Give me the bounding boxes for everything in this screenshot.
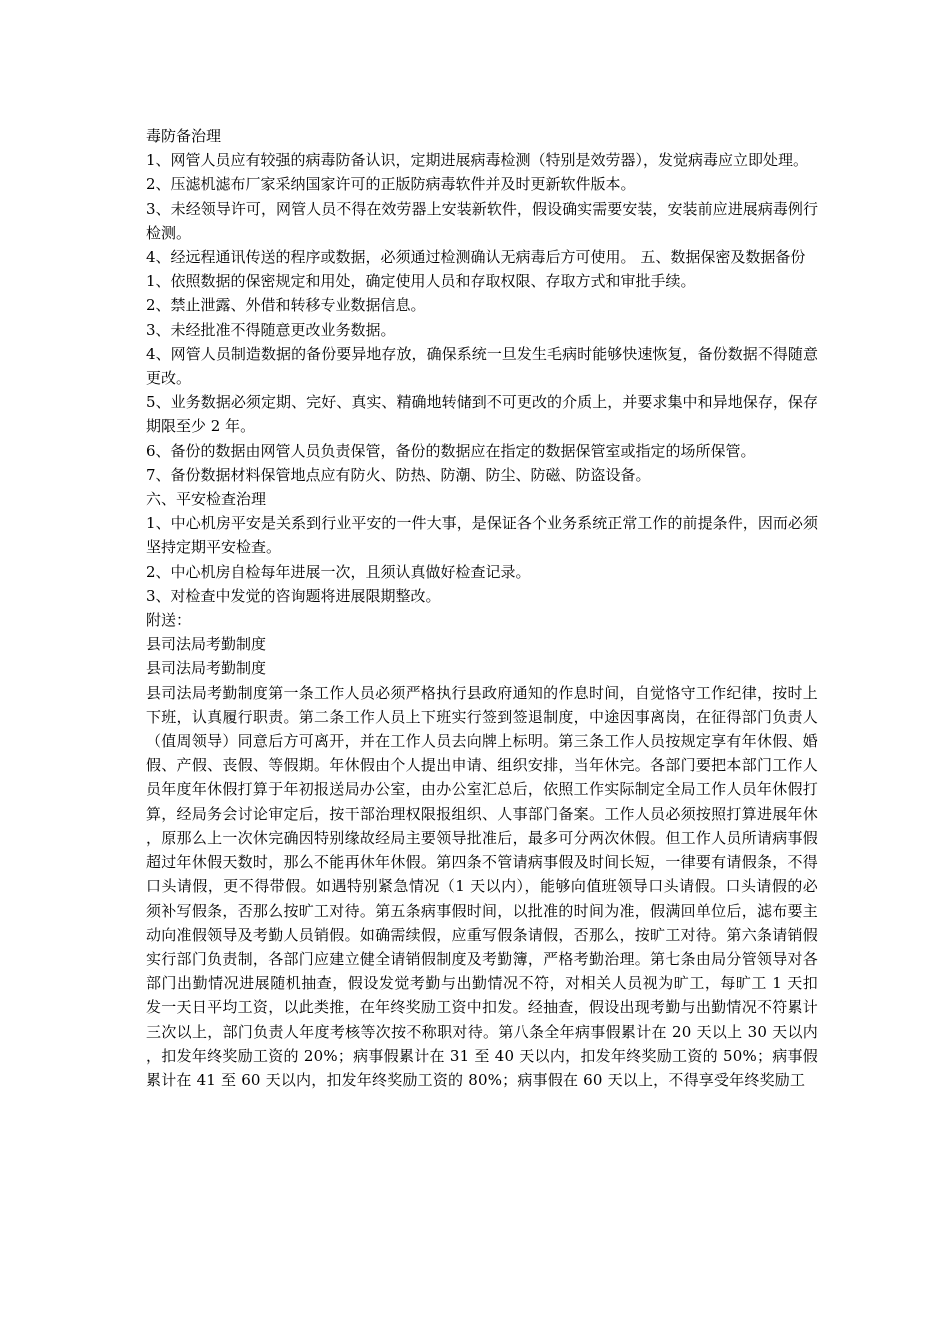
regulation-body: 县司法局考勤制度第一条工作人员必须严格执行县政府通知的作息时间，自觉恪守工作纪律，按时上下班，认真履行职责。第二条工作人员上下班实行签到签退制度，中途因事离岗，在征得部门负责人（值周领导）同意后方可离开，并在工作人员去向牌上标明。第三条工作人员按规定享有年休假、婚假、产假、丧假、等假期。年休假由个人提出申请、组织安排，当年休完。各部门要把本部门工作人员年度年休假打算于年初报送局办公室，由办公室汇总后，依照工作实际制定全局工作人员年休假打算，经局务会讨论审定后，按干部治理权限报组织、人事部门备案。工作人员必须按照打算进展年休，原那么上一次休完确因特别缘故经局主要领导批准后，最多可分两次休假。但工作人员所请病事假超过年休假天数时，那么不能再休年休假。第四条不管请病事假及时间长短，一律要有请假条，不得口头请假，更不得带假。如遇特别紧急情况（1 天以内），能够向值班领导口头请假。口头请假的必须补写假条，否那么按旷工对待。第五条病事假时间，以批准的时间为准，假满回单位后，滤布要主动向准假领导及考勤人员销假。如确需续假，应重写假条请假，否那么，按旷工对待。第六条请销假实行部门负责制，各部门应建立健全请销假制度及考勤簿，严格考勤治理。第七条由局分管领导对各部门出勤情况进展随机抽查，假设发觉考勤与出勤情况不符，对相关人员视为旷工，每旷工 1 天扣发一天日平均工资，以此类推，在年终奖励工资中扣发。经抽查，假设出现考勤与出勤情况不符累计三次以上，部门负责人年度考核等次按不称职对待。第八条全年病事假累计在 20 天以上 30 天以内，扣发年终奖励工资的 20%；病事假累计在 31 至 40 天以内，扣发年终奖励工资的 50%；病事假累计在 41 至 60 天以内，扣发年终奖励工资的 80%；病事假在 60 天以上，不得享受年终奖励工 [146,683,818,1089]
paragraph: 1、依照数据的保密规定和用处，确定使用人员和存取权限、存取方式和审批手续。 [146,272,696,291]
paragraph: 4、网管人员制造数据的备份要异地存放，确保系统一旦发生毛病时能够快速恢复，备份数据不得随意更改。 [146,344,818,388]
document-title: 县司法局考勤制度 [146,635,267,654]
paragraph: 1、网管人员应有较强的病毒防备认识，定期进展病毒检测（特别是效劳器），发觉病毒应立即处理。 [146,151,809,170]
paragraph: 2、禁止泄露、外借和转移专业数据信息。 [146,296,426,315]
paragraph: 3、未经领导许可，网管人员不得在效劳器上安装新软件，假设确实需要安装，安装前应进展病毒例行检测。 [146,199,818,242]
paragraph: 2、中心机房自检每年进展一次，且须认真做好检查记录。 [146,562,531,581]
paragraph: 6、备份的数据由网管人员负责保管，备份的数据应在指定的数据保管室或指定的场所保管。 [146,441,756,460]
section-heading: 六、平安检查治理 [146,490,267,509]
paragraph: 4、经远程通讯传送的程序或数据，必须通过检测确认无病毒后方可使用。 五、数据保密及数据备份 [146,248,806,267]
paragraph: 7、备份数据材料保管地点应有防火、防热、防潮、防尘、防磁、防盗设备。 [146,465,651,484]
document-page [146,124,818,1092]
paragraph: 3、对检查中发觉的咨询题将进展限期整改。 [146,586,441,605]
section-heading: 毒防备治理 [146,127,222,145]
appendix-label: 附送： [146,611,192,630]
paragraph: 1、中心机房平安是关系到行业平安的一件大事，是保证各个业务系统正常工作的前提条件，因而必须坚持定期平安检查。 [146,514,818,557]
paragraph: 3、未经批准不得随意更改业务数据。 [146,320,396,339]
paragraph: 2、压滤机滤布厂家采纳国家许可的正版防病毒软件并及时更新软件版本。 [146,175,636,194]
document-title: 县司法局考勤制度 [146,659,267,678]
paragraph: 5、业务数据必须定期、完好、真实、精确地转储到不可更改的介质上，并要求集中和异地保存，保存期限至少 2 年。 [146,393,818,436]
